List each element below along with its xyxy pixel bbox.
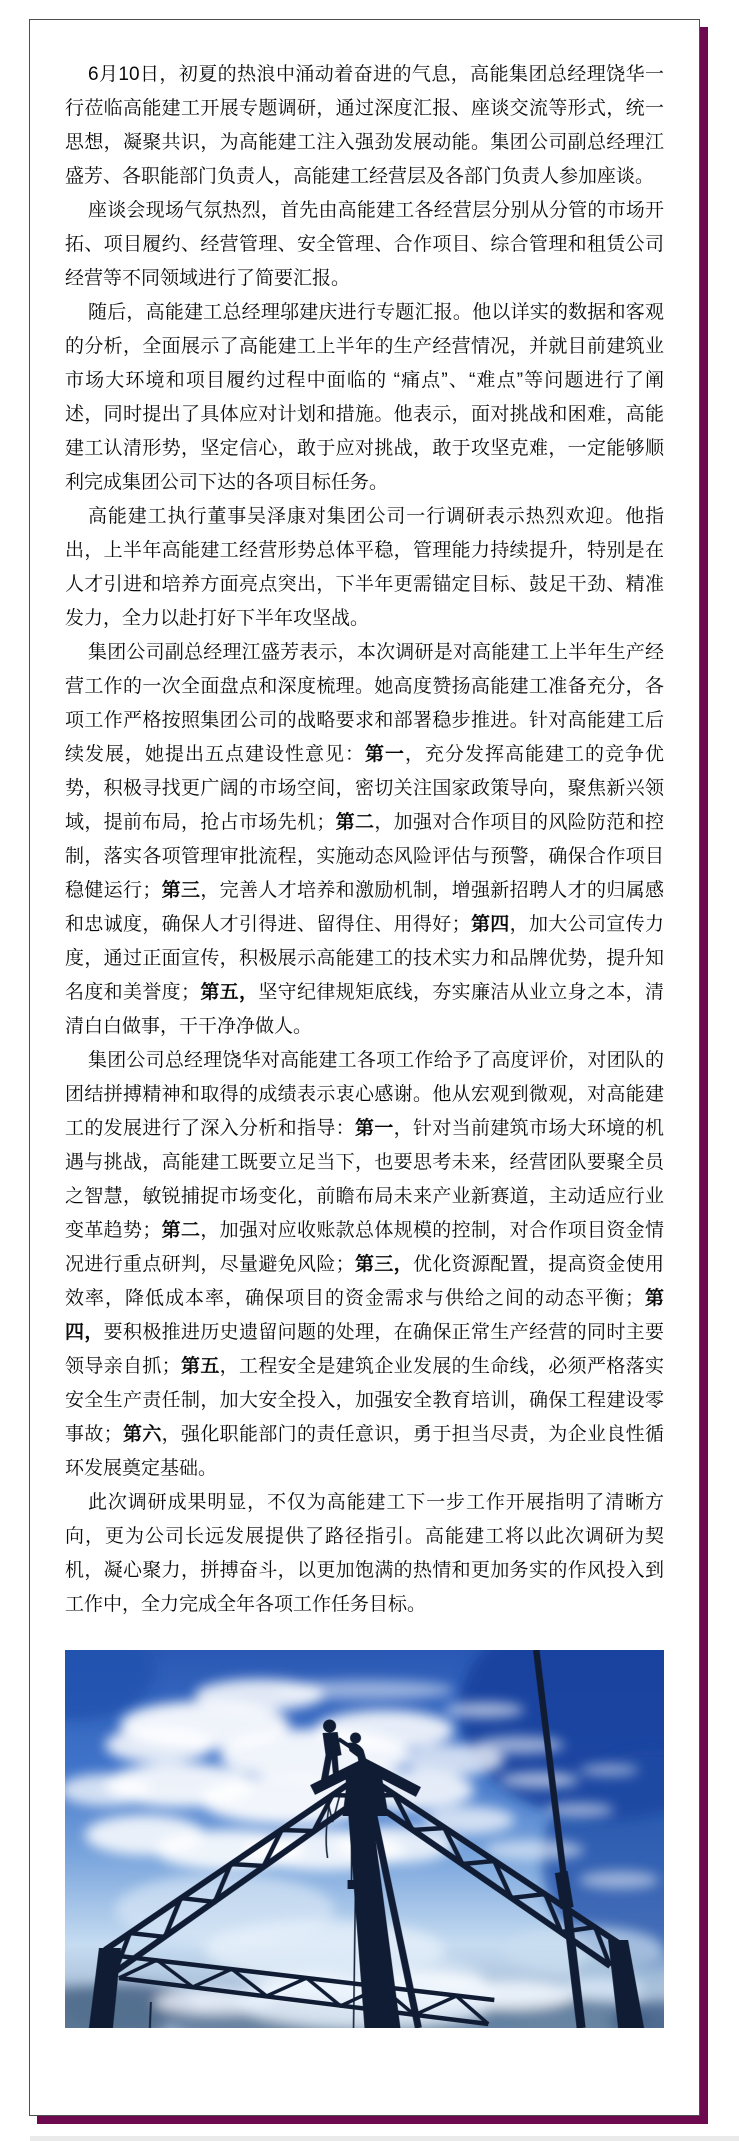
paragraph: 座谈会现场气氛热烈，首先由高能建工各经营层分别从分管的市场开拓、项目履约、经营管理、安全管理、合作项目、综合管理和租赁公司经营等不同领域进行了简要汇报。 bbox=[65, 200, 664, 289]
construction-photo-illustration bbox=[65, 1650, 664, 2028]
article-photo bbox=[65, 1650, 664, 2028]
article-card bbox=[29, 19, 700, 2116]
paragraph: 集团公司总经理饶华对高能建工各项工作给予了高度评价，对团队的团结拼搏精神和取得的成绩表示衷心感谢。他从宏观到微观，对高能建工的发展进行了深入分析和指导：第一，针对当前建筑市场大环境的机遇与挑战，高能建工既要立足当下，也要思考未来，经营团队要聚全员之智慧，敏锐捕捉市场变化，前瞻布局未来产业新赛道，主动适应行业变革趋势；第二，加强对应收账款总体规模的控制，对合作项目资金情况进行重点研判，尽量避免风险；第三，优化资源配置，提高资金使用效率，降低成本率，确保项目的资金需求与供给之间的动态平衡；第四，要积极推进历史遗留问题的处理，在确保正常生产经营的同时主要领导亲自抓；第五，工程安全是建筑企业发展的生命线，必须严格落实安全生产责任制，加大安全投入，加强安全教育培训，确保工程建设零事故；第六，强化职能部门的责任意识，勇于担当尽责，为企业良性循环发展奠定基础。 bbox=[65, 1050, 664, 1479]
paragraph: 此次调研成果明显，不仅为高能建工下一步工作开展指明了清晰方向，更为公司长远发展提供了路径指引。高能建工将以此次调研为契机，凝心聚力，拼搏奋斗，以更加饱满的热情和更加务实的作风投入到工作中，全力完成全年各项工作任务目标。 bbox=[65, 1492, 664, 1615]
paragraph: 随后，高能建工总经理邬建庆进行专题汇报。他以详实的数据和客观的分析，全面展示了高能建工上半年的生产经营情况，并就目前建筑业市场大环境和项目履约过程中面临的 “痛点”、“难点”等问题进行了阐述，同时提出了具体应对计划和措施。他表示，面对挑战和困难，高能建工认清形势，坚定信心，敢于应对挑战，敢于攻坚克难，一定能够顺利完成集团公司下达的各项目标任务。 bbox=[65, 302, 664, 493]
paragraph: 集团公司副总经理江盛芳表示，本次调研是对高能建工上半年生产经营工作的一次全面盘点和深度梳理。她高度赞扬高能建工准备充分，各项工作严格按照集团公司的战略要求和部署稳步推进。针对高能建工后续发展，她提出五点建设性意见：第一，充分发挥高能建工的竞争优势，积极寻找更广阔的市场空间，密切关注国家政策导向，聚焦新兴领域，提前布局，抢占市场先机；第二，加强对合作项目的风险防范和控制，落实各项管理审批流程，实施动态风险评估与预警，确保合作项目稳健运行；第三，完善人才培养和激励机制，增强新招聘人才的归属感和忠诚度，确保人才引得进、留得住、用得好；第四，加大公司宣传力度，通过正面宣传，积极展示高能建工的技术实力和品牌优势，提升知名度和美誉度；第五，坚守纪律规矩底线，夯实廉洁从业立身之本，清清白白做事，干干净净做人。 bbox=[65, 642, 664, 1037]
bottom-strip bbox=[30, 2136, 739, 2141]
article-body bbox=[65, 58, 664, 1622]
paragraph: 6月10日，初夏的热浪中涌动着奋进的气息，高能集团总经理饶华一行莅临高能建工开展专题调研，通过深度汇报、座谈交流等形式，统一思想，凝聚共识，为高能建工注入强劲发展动能。集团公司副总经理江盛芳、各职能部门负责人，高能建工经营层及各部门负责人参加座谈。 bbox=[65, 64, 664, 187]
paragraph: 高能建工执行董事吴泽康对集团公司一行调研表示热烈欢迎。他指出，上半年高能建工经营形势总体平稳，管理能力持续提升，特别是在人才引进和培养方面亮点突出，下半年更需锚定目标、鼓足干劲、精准发力，全力以赴打好下半年攻坚战。 bbox=[65, 506, 664, 629]
